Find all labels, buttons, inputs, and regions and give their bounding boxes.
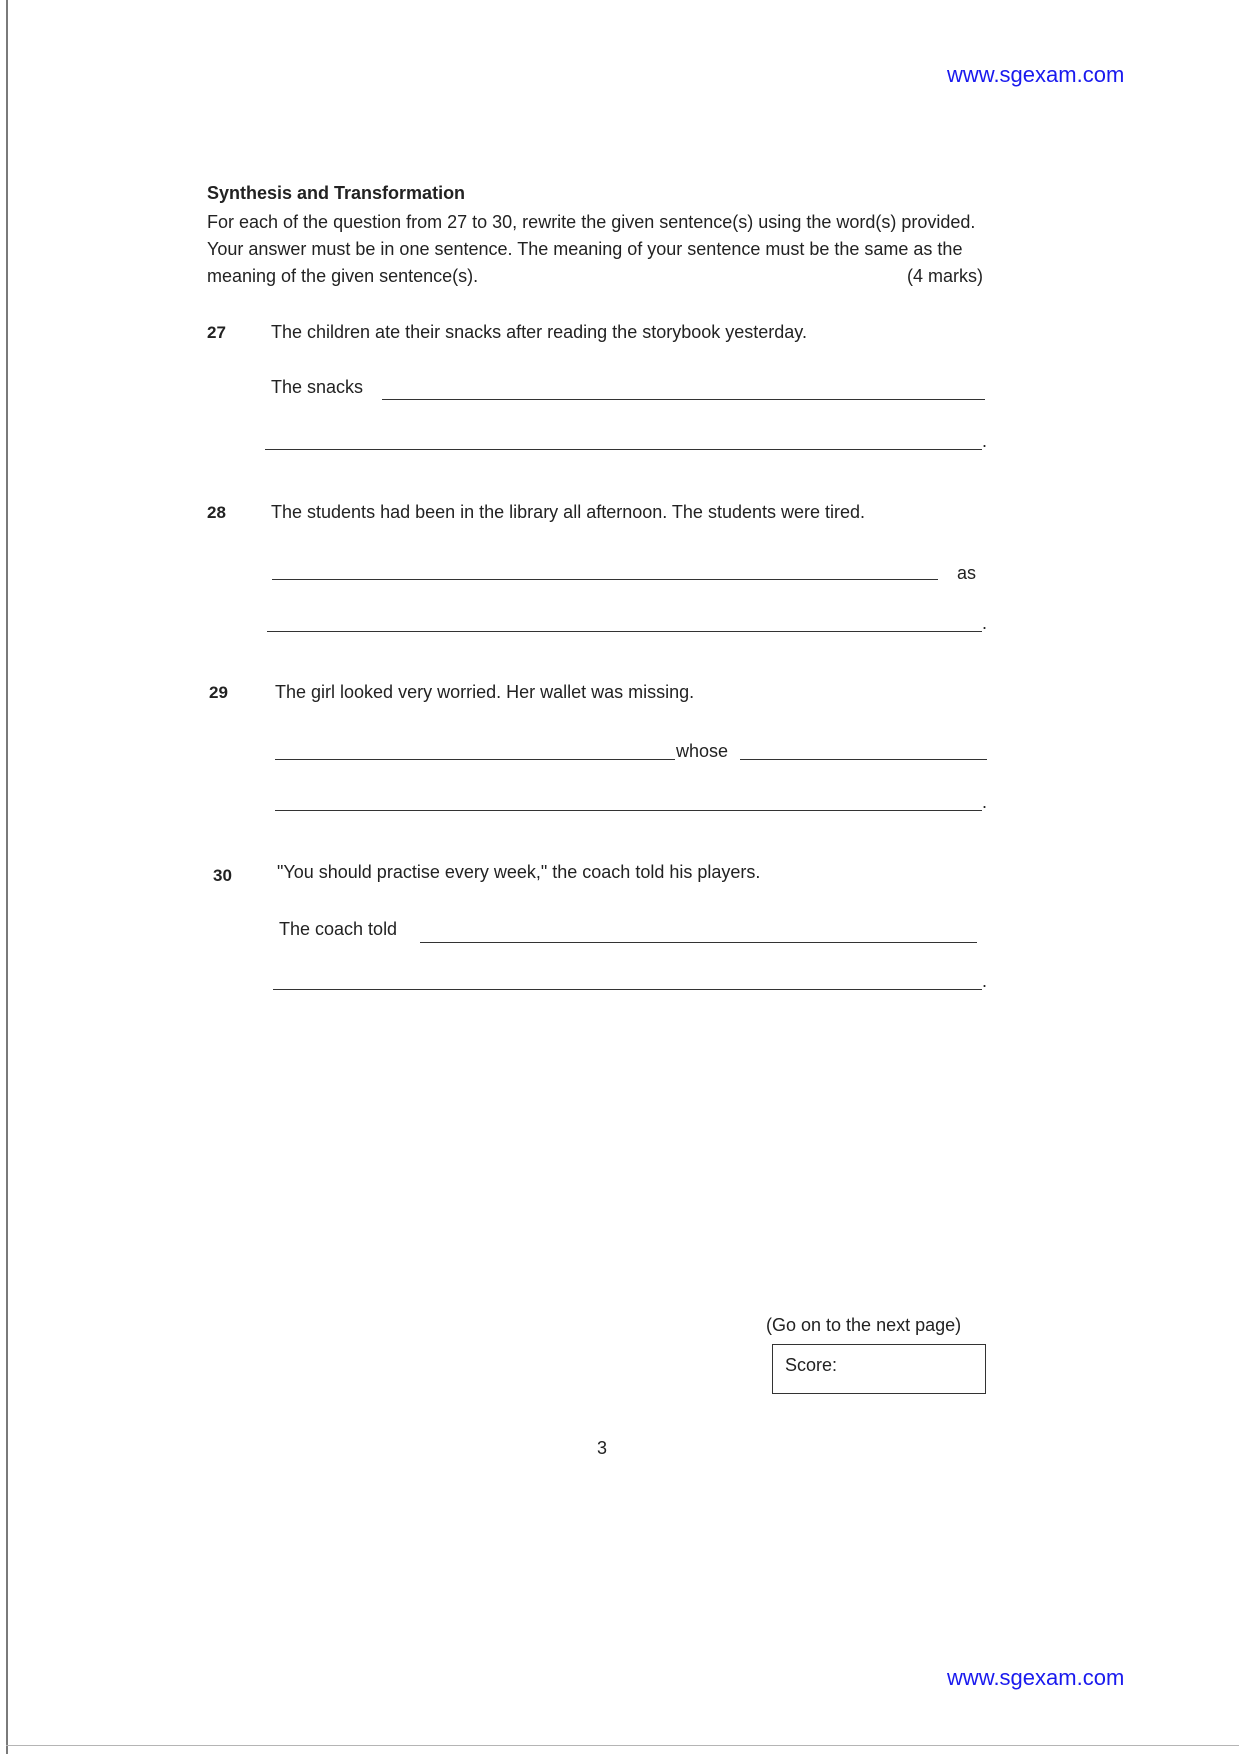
answer-line[interactable] xyxy=(382,399,985,400)
question-number: 28 xyxy=(207,503,226,522)
scan-edge xyxy=(6,0,8,1754)
answer-prompt: The snacks xyxy=(271,377,364,397)
connector-word: whose xyxy=(676,741,729,761)
scan-edge-bottom xyxy=(6,1745,1239,1746)
section-title: Synthesis and Transformation xyxy=(207,183,466,203)
answer-line[interactable] xyxy=(273,989,982,990)
watermark-top-link[interactable]: www.sgexam.com xyxy=(947,62,1125,87)
watermark-bottom-link[interactable]: www.sgexam.com xyxy=(947,1665,1125,1690)
answer-line[interactable] xyxy=(275,759,675,760)
question-text: The children ate their snacks after reading the storybook yesterday. xyxy=(271,322,807,342)
answer-line[interactable] xyxy=(272,579,938,580)
answer-line[interactable] xyxy=(265,449,982,450)
full-stop: . xyxy=(982,971,988,991)
answer-line[interactable] xyxy=(275,810,982,811)
score-label: Score: xyxy=(785,1355,838,1375)
question-text: The students had been in the library all afternoon. The students were tired. xyxy=(271,502,866,522)
instructions xyxy=(207,209,993,290)
full-stop: . xyxy=(982,613,988,633)
question-text: "You should practise every week," the coach told his players. xyxy=(277,862,761,882)
marks-label: (4 marks) xyxy=(907,266,983,286)
full-stop: . xyxy=(982,431,988,451)
next-page-note: (Go on to the next page) xyxy=(766,1315,962,1335)
answer-line[interactable] xyxy=(267,631,982,632)
instructions-text: For each of the question from 27 to 30, rewrite the given sentence(s) using the word(s) provided. Your answer must be in one sentence. The meaning of your sentence must be the same as the meaning of the given sentence(s). xyxy=(207,212,976,286)
question-number: 30 xyxy=(213,866,232,885)
full-stop: . xyxy=(982,792,988,812)
question-number: 29 xyxy=(209,683,228,702)
question-number: 27 xyxy=(207,323,226,342)
answer-line[interactable] xyxy=(740,759,987,760)
score-box xyxy=(772,1344,986,1394)
answer-line[interactable] xyxy=(420,942,977,943)
page-number: 3 xyxy=(597,1438,608,1458)
connector-word: as xyxy=(957,563,977,583)
question-text: The girl looked very worried. Her wallet was missing. xyxy=(275,682,695,702)
answer-prompt: The coach told xyxy=(279,919,398,939)
